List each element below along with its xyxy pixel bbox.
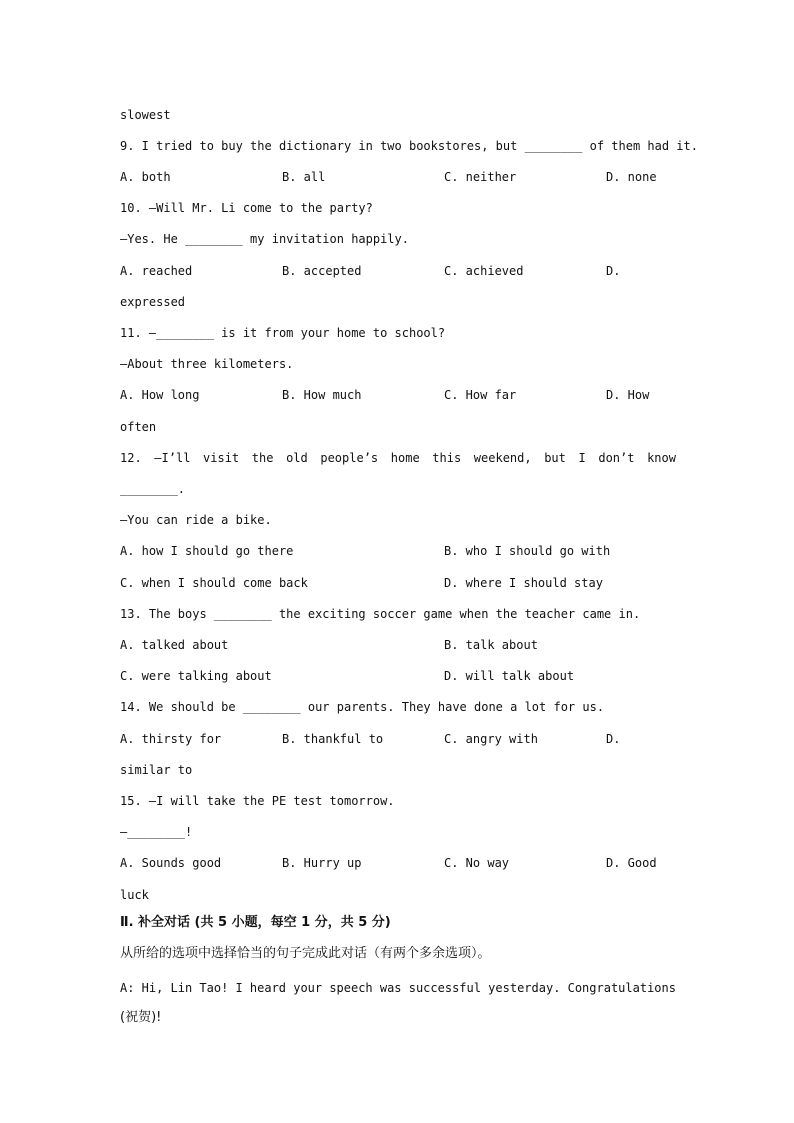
question-12-reply: —You can ride a bike. [120,513,272,527]
option-d-continued: often [120,420,157,434]
question-15: 15. —I will take the PE test tomorrow. [120,794,395,808]
section-2-title: Ⅱ. 补全对话 (共 5 小题，每空 1 分，共 5 分) [120,915,391,930]
option-b: B. Hurry up [282,856,362,870]
option-a: A. How long [120,388,200,402]
option-d: D. [606,732,621,746]
option-d: D. where I should stay [444,576,603,590]
question-14: 14. We should be ________ our parents. They have done a lot for us. [120,700,605,714]
option-c: C. No way [444,856,510,870]
option-a: A. thirsty for [120,732,222,746]
question-9: 9. I tried to buy the dictionary in two bookstores, but ________ of them had it. [120,139,698,153]
question-11-reply: —About three kilometers. [120,357,294,371]
option-c: C. were talking about [120,669,272,683]
option-d: D. none [606,170,657,184]
option-d: D. will talk about [444,669,575,683]
question-15-reply: —________! [120,825,193,839]
question-12-blank: ________. [120,482,186,496]
text-line: slowest [120,108,171,122]
option-a: A. talked about [120,638,229,652]
option-d-continued: expressed [120,295,186,309]
option-d-continued: luck [120,888,149,902]
option-c: C. achieved [444,264,524,278]
option-b: B. talk about [444,638,538,652]
option-c: C. How far [444,388,517,402]
option-d: D. Good [606,856,657,870]
section-2-instructions: 从所给的选项中选择恰当的句子完成此对话（有两个多余选项）。 [120,946,491,961]
option-a: A. both [120,170,171,184]
option-b: B. thankful to [282,732,384,746]
option-c: C. when I should come back [120,576,308,590]
option-b: B. How much [282,388,362,402]
option-b: B. all [282,170,326,184]
question-11: 11. —________ is it from your home to school? [120,326,446,340]
option-d-continued: similar to [120,763,193,777]
question-12: 12. —I’ll visit the old people’s home this weekend, but I don’t know [120,451,676,465]
option-d: D. How [606,388,650,402]
dialog-line-a: A: Hi, Lin Tao! I heard your speech was successful yesterday. Congratulations [120,981,676,995]
option-a: A. how I should go there [120,544,294,558]
question-10-reply: —Yes. He ________ my invitation happily. [120,232,409,246]
option-b: B. who I should go with [444,544,611,558]
question-10: 10. —Will Mr. Li come to the party? [120,201,373,215]
option-a: A. reached [120,264,193,278]
option-d: D. [606,264,621,278]
option-c: C. angry with [444,732,538,746]
option-b: B. accepted [282,264,362,278]
option-a: A. Sounds good [120,856,222,870]
question-13: 13. The boys ________ the exciting soccer game when the teacher came in. [120,607,641,621]
option-c: C. neither [444,170,517,184]
dialog-line-a-continued: (祝贺)! [120,1010,162,1025]
